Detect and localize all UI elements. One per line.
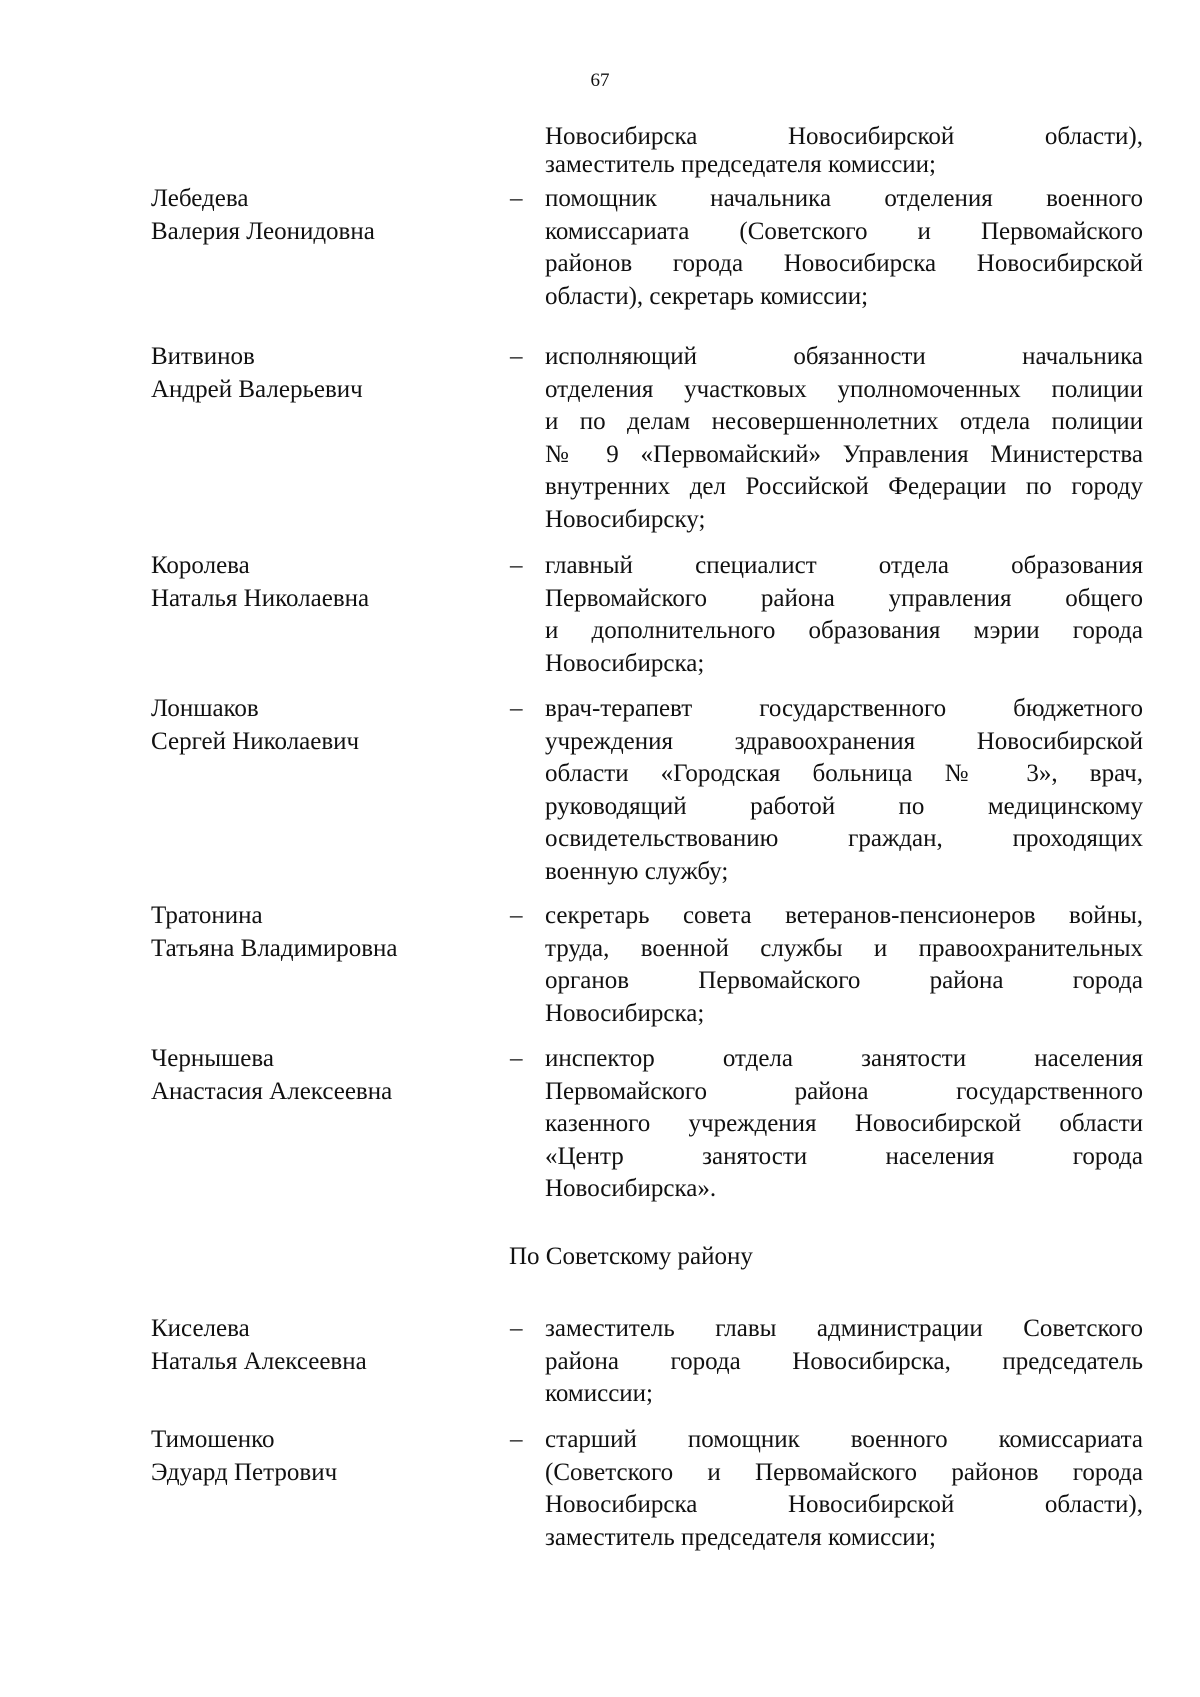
member-position xyxy=(545,183,1143,313)
dash-separator: – xyxy=(510,343,523,370)
text-line: Первомайского района государственного xyxy=(545,1077,1143,1105)
member-position xyxy=(545,1424,1143,1554)
dash-separator: – xyxy=(510,1426,523,1453)
member-position xyxy=(545,341,1143,536)
text-line: секретарь совета ветеранов-пенсионеров войны, xyxy=(545,902,1143,929)
member-position xyxy=(545,550,1143,680)
member-name xyxy=(151,550,491,615)
member-name xyxy=(151,1424,491,1489)
member-position xyxy=(545,900,1143,1030)
text-line: освидетельствованию граждан, проходящих xyxy=(545,825,1143,852)
dash-separator: – xyxy=(510,902,523,929)
text-line: Новосибирска; xyxy=(545,999,705,1027)
text-line: исполняющий обязанности начальника xyxy=(545,343,1143,370)
member-surname: Тратонина xyxy=(151,902,263,929)
text-line: «Центр занятости населения города xyxy=(545,1142,1143,1170)
member-given-names: Валерия Леонидовна xyxy=(151,217,375,245)
text-line: Новосибирску; xyxy=(545,505,706,533)
text-line: и дополнительного образования мэрии города xyxy=(545,617,1143,644)
text-line: области «Городская больница № 3», врач, xyxy=(545,760,1143,787)
text-line: заместитель председателя комиссии; xyxy=(545,1523,937,1551)
text-line: (Советского и Первомайского районов города xyxy=(545,1458,1143,1486)
text-line: военную службу; xyxy=(545,857,729,885)
member-position xyxy=(545,693,1143,888)
text-line: области), секретарь комиссии; xyxy=(545,282,869,310)
text-line: отделения участковых уполномоченных полиции xyxy=(545,375,1143,403)
member-name xyxy=(151,183,491,248)
text-line: старший помощник военного комиссариата xyxy=(545,1426,1143,1453)
text-line: учреждения здравоохранения Новосибирской xyxy=(545,727,1143,755)
page-number: 67 xyxy=(590,70,610,91)
text-line: главный специалист отдела образования xyxy=(545,552,1143,579)
member-name xyxy=(151,900,491,965)
member-name xyxy=(151,341,491,406)
member-name xyxy=(151,693,491,758)
member-given-names: Эдуард Петрович xyxy=(151,1458,338,1486)
dash-separator: – xyxy=(510,552,523,579)
text-line: врач-терапевт государственного бюджетного xyxy=(545,695,1143,722)
continued-position-text xyxy=(545,123,1143,179)
member-surname: Лоншаков xyxy=(151,695,259,722)
text-line: инспектор отдела занятости населения xyxy=(545,1045,1143,1072)
text-line: районов города Новосибирска Новосибирской xyxy=(545,250,1143,277)
dash-separator: – xyxy=(510,185,523,212)
member-surname: Чернышева xyxy=(151,1045,274,1072)
member-position xyxy=(545,1043,1143,1206)
member-given-names: Андрей Валерьевич xyxy=(151,375,363,403)
text-line: внутренних дел Российской Федерации по городу xyxy=(545,473,1143,500)
text-line: Первомайского района управления общего xyxy=(545,584,1143,612)
text-line: казенного учреждения Новосибирской области xyxy=(545,1110,1143,1137)
member-name xyxy=(151,1043,491,1108)
dash-separator: – xyxy=(510,1045,523,1072)
member-given-names: Наталья Николаевна xyxy=(151,584,370,612)
text-line: Новосибирска; xyxy=(545,649,705,677)
text-line: руководящий работой по медицинскому xyxy=(545,792,1143,820)
member-surname: Киселева xyxy=(151,1315,250,1342)
member-surname: Витвинов xyxy=(151,343,255,370)
member-surname: Королева xyxy=(151,552,250,579)
text-line: заместитель главы администрации Советского xyxy=(545,1315,1143,1342)
text-line: комиссии; xyxy=(545,1380,653,1407)
text-line: заместитель председателя комиссии; xyxy=(545,151,937,178)
text-line: Новосибирска Новосибирской области), xyxy=(545,123,1143,150)
text-line: Новосибирска». xyxy=(545,1175,717,1202)
text-line: труда, военной службы и правоохранительных xyxy=(545,934,1143,962)
section-heading: По Советскому району xyxy=(509,1243,753,1270)
member-surname: Тимошенко xyxy=(151,1426,275,1453)
text-line: и по делам несовершеннолетних отдела полиции xyxy=(545,408,1143,435)
member-surname: Лебедева xyxy=(151,185,249,212)
dash-separator: – xyxy=(510,695,523,722)
dash-separator: – xyxy=(510,1315,523,1342)
text-line: органов Первомайского района города xyxy=(545,967,1143,994)
text-line: района города Новосибирска, председатель xyxy=(545,1347,1143,1375)
member-name xyxy=(151,1313,491,1378)
text-line: помощник начальника отделения военного xyxy=(545,185,1143,212)
text-line: Новосибирска Новосибирской области), xyxy=(545,1491,1143,1518)
member-given-names: Наталья Алексеевна xyxy=(151,1347,367,1375)
member-given-names: Сергей Николаевич xyxy=(151,727,360,755)
member-given-names: Татьяна Владимировна xyxy=(151,934,398,962)
text-line: комиссариата (Советского и Первомайского xyxy=(545,217,1143,245)
text-line: № 9 «Первомайский» Управления Министерства xyxy=(545,440,1143,468)
member-given-names: Анастасия Алексеевна xyxy=(151,1077,393,1105)
member-position xyxy=(545,1313,1143,1411)
